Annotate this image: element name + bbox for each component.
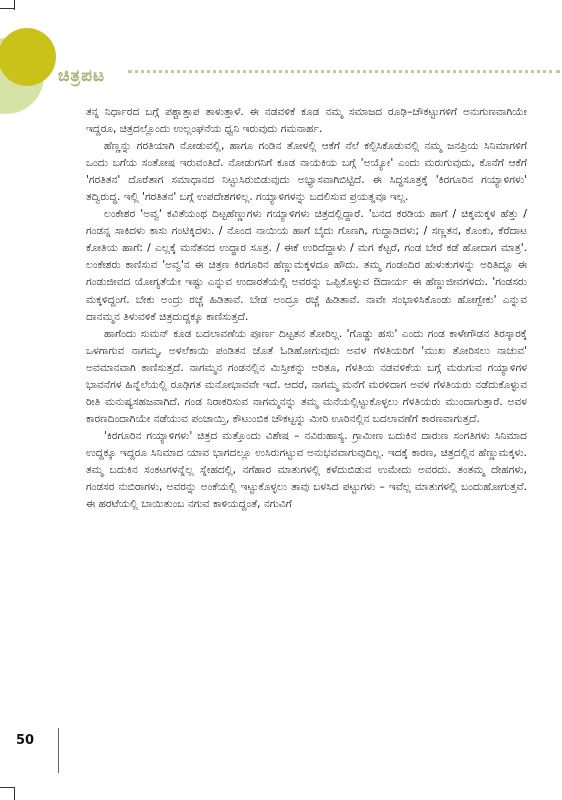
article-body — [86, 104, 527, 513]
paragraph: ಹಾಗೆಂದು ಸುಮನ್ ಕೂಡ ಬದಲಾವಣೆಯ ಪೂರ್ಣ ದಿಟ್ಟತನ ತೋರಿಲ್ಲ. 'ಗೊಡ್ಡು ಹಸು' ಎಂದು ಗಂಡ ಕಾಳೇಗೌಡನ ತಿರಸ್ಕಾರಕ್ಕೆ ಒಳಗಾಗುವ ನಾಗಮ್ಮ, ಅಳಲೆಕಾಯಿ ಪಂಡಿತನ ಜೊತೆ ಓಡಿಹೋಗುವುದು ಅವಳ ಗೆಳತಿಯರಿಗೆ 'ಮುಖ ತೋರಿಸಲು ನಾಚುವ' ಅವಮಾನವಾಗಿ ಕಾಣಿಸುತ್ತದೆ. ನಾಗಮ್ಮನ ಗಂಡನಲ್ಲಿನ ಮಿಸ್ತೀಕನ್ನು ಅರಿತೂ, ಗೆಳತಿಯ ನಡವಳಿಕೆಯ ಬಗ್ಗೆ ಮರುಗುವ ಗಯ್ಯಾಳಿಗಳ ಭಾವನೆಗಳ ಹಿನ್ನೆಲೆಯಲ್ಲಿ ರೂಢಿಗತ ಮನೋಭಾವವೇ ಇದೆ. ಆದರೆ, ನಾಗಮ್ಮ ಮನೆಗೆ ಮರಳಿದಾಗ ಅವಳ ಗೆಳತಿಯರು ನಡೆದುಕೊಳ್ಳುವ ರೀತಿ ಮನುಷ್ಯಸಹಜವಾಗಿದೆ. ಗಂಡ ನಿರಾಕರಿಸುವ ನಾಗಮ್ಮನನ್ನು ತಮ್ಮ ಮನೆಯಲ್ಲಿಟ್ಟುಕೊಳ್ಳಲು ಗೆಳತಿಯರು ಮುಂದಾಗುತ್ತಾರೆ. ಅವಳ ಕಾರಣದಿಂದಾಗಿಯೇ ನಡೆಯುವ ಪಂಚಾಯ್ತಿ, ಕೌಟುಂಬಿಕ ಚೌಕಟ್ಟನ್ನು ಮೀರಿ ಊರಿನಲ್ಲಿನ ಬದಲಾವಣೆಗೆ ಕಾರಣವಾಗುತ್ತದೆ. — [86, 327, 527, 425]
page-number: 50 — [16, 733, 35, 748]
margin-rule — [58, 728, 59, 773]
crop-mark — [0, 787, 14, 788]
paragraph: 'ಕಿರಗೂರಿನ ಗಯ್ಯಾಳಿಗಳು' ಚಿತ್ರದ ಮತ್ತೊಂದು ವಿಶೇಷ – ನವಿರುಹಾಸ್ಯ. ಗ್ರಾಮೀಣ ಬದುಕಿನ ದಾರುಣ ಸಂಗತಿಗಳು ಸಿನಿಮಾದ ಉದ್ದಕ್ಕೂ ಇದ್ದರೂ ಸಿನಿಮಾದ ಯಾವ ಭಾಗದಲ್ಲೂ ಉಸಿರುಗಟ್ಟುವ ಅನುಭವವಾಗುವುದಿಲ್ಲ. ಇದಕ್ಕೆ ಕಾರಣ, ಚಿತ್ರದಲ್ಲಿನ ಹೆಣ್ಣುಮಕ್ಕಳು. ತಮ್ಮ ಬದುಕಿನ ಸಂಕಟಗಳನ್ನೆಲ್ಲ ಸ್ನೇಹದಲ್ಲಿ, ನಗೆಹಾರ ಮಾತುಗಳಲ್ಲಿ ಕಳೆದುಬಿಡುವ ಉಮೇದು ಅವರದು. ತಂತಮ್ಮ ದೇಹಗಳು, ಗಂಡಸರ ನುಬಿರಾಗಳು, ಅವರನ್ನು ಅಂಕೆಯಲ್ಲಿ ಇಟ್ಟುಕೊಳ್ಳಲು ತಾವು ಬಳಸಿದ ಪಟ್ಟುಗಳು – ಇವೆಲ್ಲ ಮಾತುಗಳಲ್ಲಿ ಬಂದುಹೋಗುತ್ತವೆ. ಈ ಹರಟೆಯಲ್ಲಿ ಬಾಯಿತುಂಬ ನಗುವ ಕಾಳಿಯದ್ದಂತೆ, ನಗುವಿಗೆ — [86, 429, 527, 511]
paragraph: ತನ್ನ ನಿರ್ಧಾರದ ಬಗ್ಗೆ ಪಶ್ಚಾತ್ತಾಪ ತಾಳುತ್ತಾಳೆ. ಈ ನಡವಳಿಕೆ ಕೂಡ ನಮ್ಮ ಸಮಾಜದ ರೂಢಿ–ಚೌಕಟ್ಟುಗಳಿಗೆ ಅನುಗುಣವಾಗಿಯೇ ಇದ್ದರೂ, ಚಿತ್ರದಲ್ಲೊಂದು ಉಲ್ಲಂಘನೆಯ ಧ್ವನಿ ಇರುವುದು ಗಮನಾರ್ಹ. — [86, 106, 527, 136]
dotted-rule — [128, 70, 560, 73]
crop-mark — [0, 8, 14, 9]
paragraph: ಲಂಕೇಶರ 'ಅವ್ವ' ಕವಿತೆಯಂಥ ದಿಟ್ಟಹೆಣ್ಣುಗಳು ಗಯ್ಯಾಳಿಗಳು ಚಿತ್ರದಲ್ಲಿದ್ದಾರೆ. 'ಬನದ ಕರಡಿಯ ಹಾಗೆ / ಚಿಕ್ಕಮಕ್ಕಳ ಹೆತ್ತು / ಗಂಡನ್ನ ಸಾಕಿದಳು ಕಾಸು ಗಂಟಿಕ್ಕಿದಳು. / ನೊಂದ ನಾಯಿಯ ಹಾಗೆ ಬೈದು ಗೊಣಗಿ, ಗುದ್ದಾಡಿದಳು; / ಸಣ್ಣತನ, ಕೊಂಕು, ಕೆರೆದಾಟ ಕೋತಿಯ ಹಾಗೆ: / ಎಲ್ಲಕ್ಕೆ ಮನೆತನದ ಉದ್ಧಾರ ಸೂತ್ರ. / ಈಕೆ ಉರಿದೆದ್ದಾಳು / ಮಗ ಕೆಟ್ಟರೆ, ಗಂಡ ಬೇರೆ ಕಡೆ ಹೋದಾಗ ಮಾತ್ರ'. ಲಂಕೇಶರು ಕಾಣಿಸುವ 'ಅವ್ವ'ನ ಈ ಚಿತ್ರಣ ಕಿರಗೂರಿನ ಹೆಣ್ಣುಮಕ್ಕಳದೂ ಹೌದು. ತಮ್ಮ ಗಂಡಂದಿರ ಹುಳುಕುಗಳನ್ನು ಅರಿತಿದ್ದೂ ಈ ಗಂಡುಜೀವದ ಯೋಗ್ಯತೆಯೇ ಇಷ್ಟು ಎನ್ನುವ ಉದಾರತೆಯಲ್ಲಿ ಅವರನ್ನು ಒಪ್ಪಿಕೊಳ್ಳುವ ಔದಾರ್ಯ ಈ ಹೆಣ್ಣುಜೀವಗಳದು. 'ಗಂಡಸರು ಮಕ್ಕಳಿದ್ದಂಗೆ. ಬೇಕು ಅಂದ್ರು ರಚ್ಚೆ ಹಿಡಿತಾವೆ. ಬೇಡ ಅಂದ್ರೂ ರಚ್ಚೆ ಹಿಡಿತಾವೆ. ನಾವೇ ಸಂಭಾಳಿಸಿಕೊಂಡು ಹೋಗ್ಬೇಕು' ಎನ್ನುವ ದಾನಮ್ಮನ ತಿಳುವಳಿಕೆ ಚಿತ್ರದುದ್ದಕ್ಕೂ ಕಾಣಿಸುತ್ತದೆ. — [86, 208, 527, 323]
paragraph: ಹೆಣ್ಣನ್ನು ಗರತಿಯಾಗಿ ನೋಡುವಲ್ಲಿ, ಹಾಗೂ ಗಂಡಿನ ತೋಳಲ್ಲಿ ಆಕೆಗೆ ನೆಲೆ ಕಲ್ಪಿಸಿಕೊಡುವಲ್ಲಿ ನಮ್ಮ ಜನಪ್ರಿಯ ಸಿನಿಮಾಗಳಿಗೆ ಒಂದು ಬಗೆಯ ಸಂತೋಷ ಇರುವಂತಿದೆ. ನೋಡುಗನಿಗೆ ಕೂಡ ನಾಯಕಿಯ ಬಗ್ಗೆ 'ಅಯ್ಯೋ' ಎಂದು ಮರುಗುವುದು, ಕೊನೆಗೆ ಆಕೆಗೆ 'ಗರತಿತನ' ದೊರೆತಾಗ ಸಮಾಧಾನದ ನಿಟ್ಟುಸಿರುಬಿಡುವುದು ಅಭ್ಯಾಸವಾಗಿಬಿಟ್ಟಿದೆ. ಈ ಸಿದ್ಧಸೂತ್ರಕ್ಕೆ 'ಕಿರಗೂರಿನ ಗಯ್ಯಾಳಿಗಳು' ತದ್ವಿರುದ್ಧ. ಇಲ್ಲಿ 'ಗರತಿತನ' ಬಗ್ಗೆ ಉಪದೇಶಗಳಿಲ್ಲ. ಗಯ್ಯಾಳಿಗಳನ್ನು ಬದಲಿಸುವ ಪ್ರಯತ್ನವೂ ಇಲ್ಲ. — [86, 140, 527, 204]
crop-mark — [14, 0, 15, 10]
crop-mark — [14, 787, 15, 800]
section-title: ಚಿತ್ರಪಟ — [58, 66, 106, 86]
decorative-circle-yellow — [0, 28, 56, 86]
